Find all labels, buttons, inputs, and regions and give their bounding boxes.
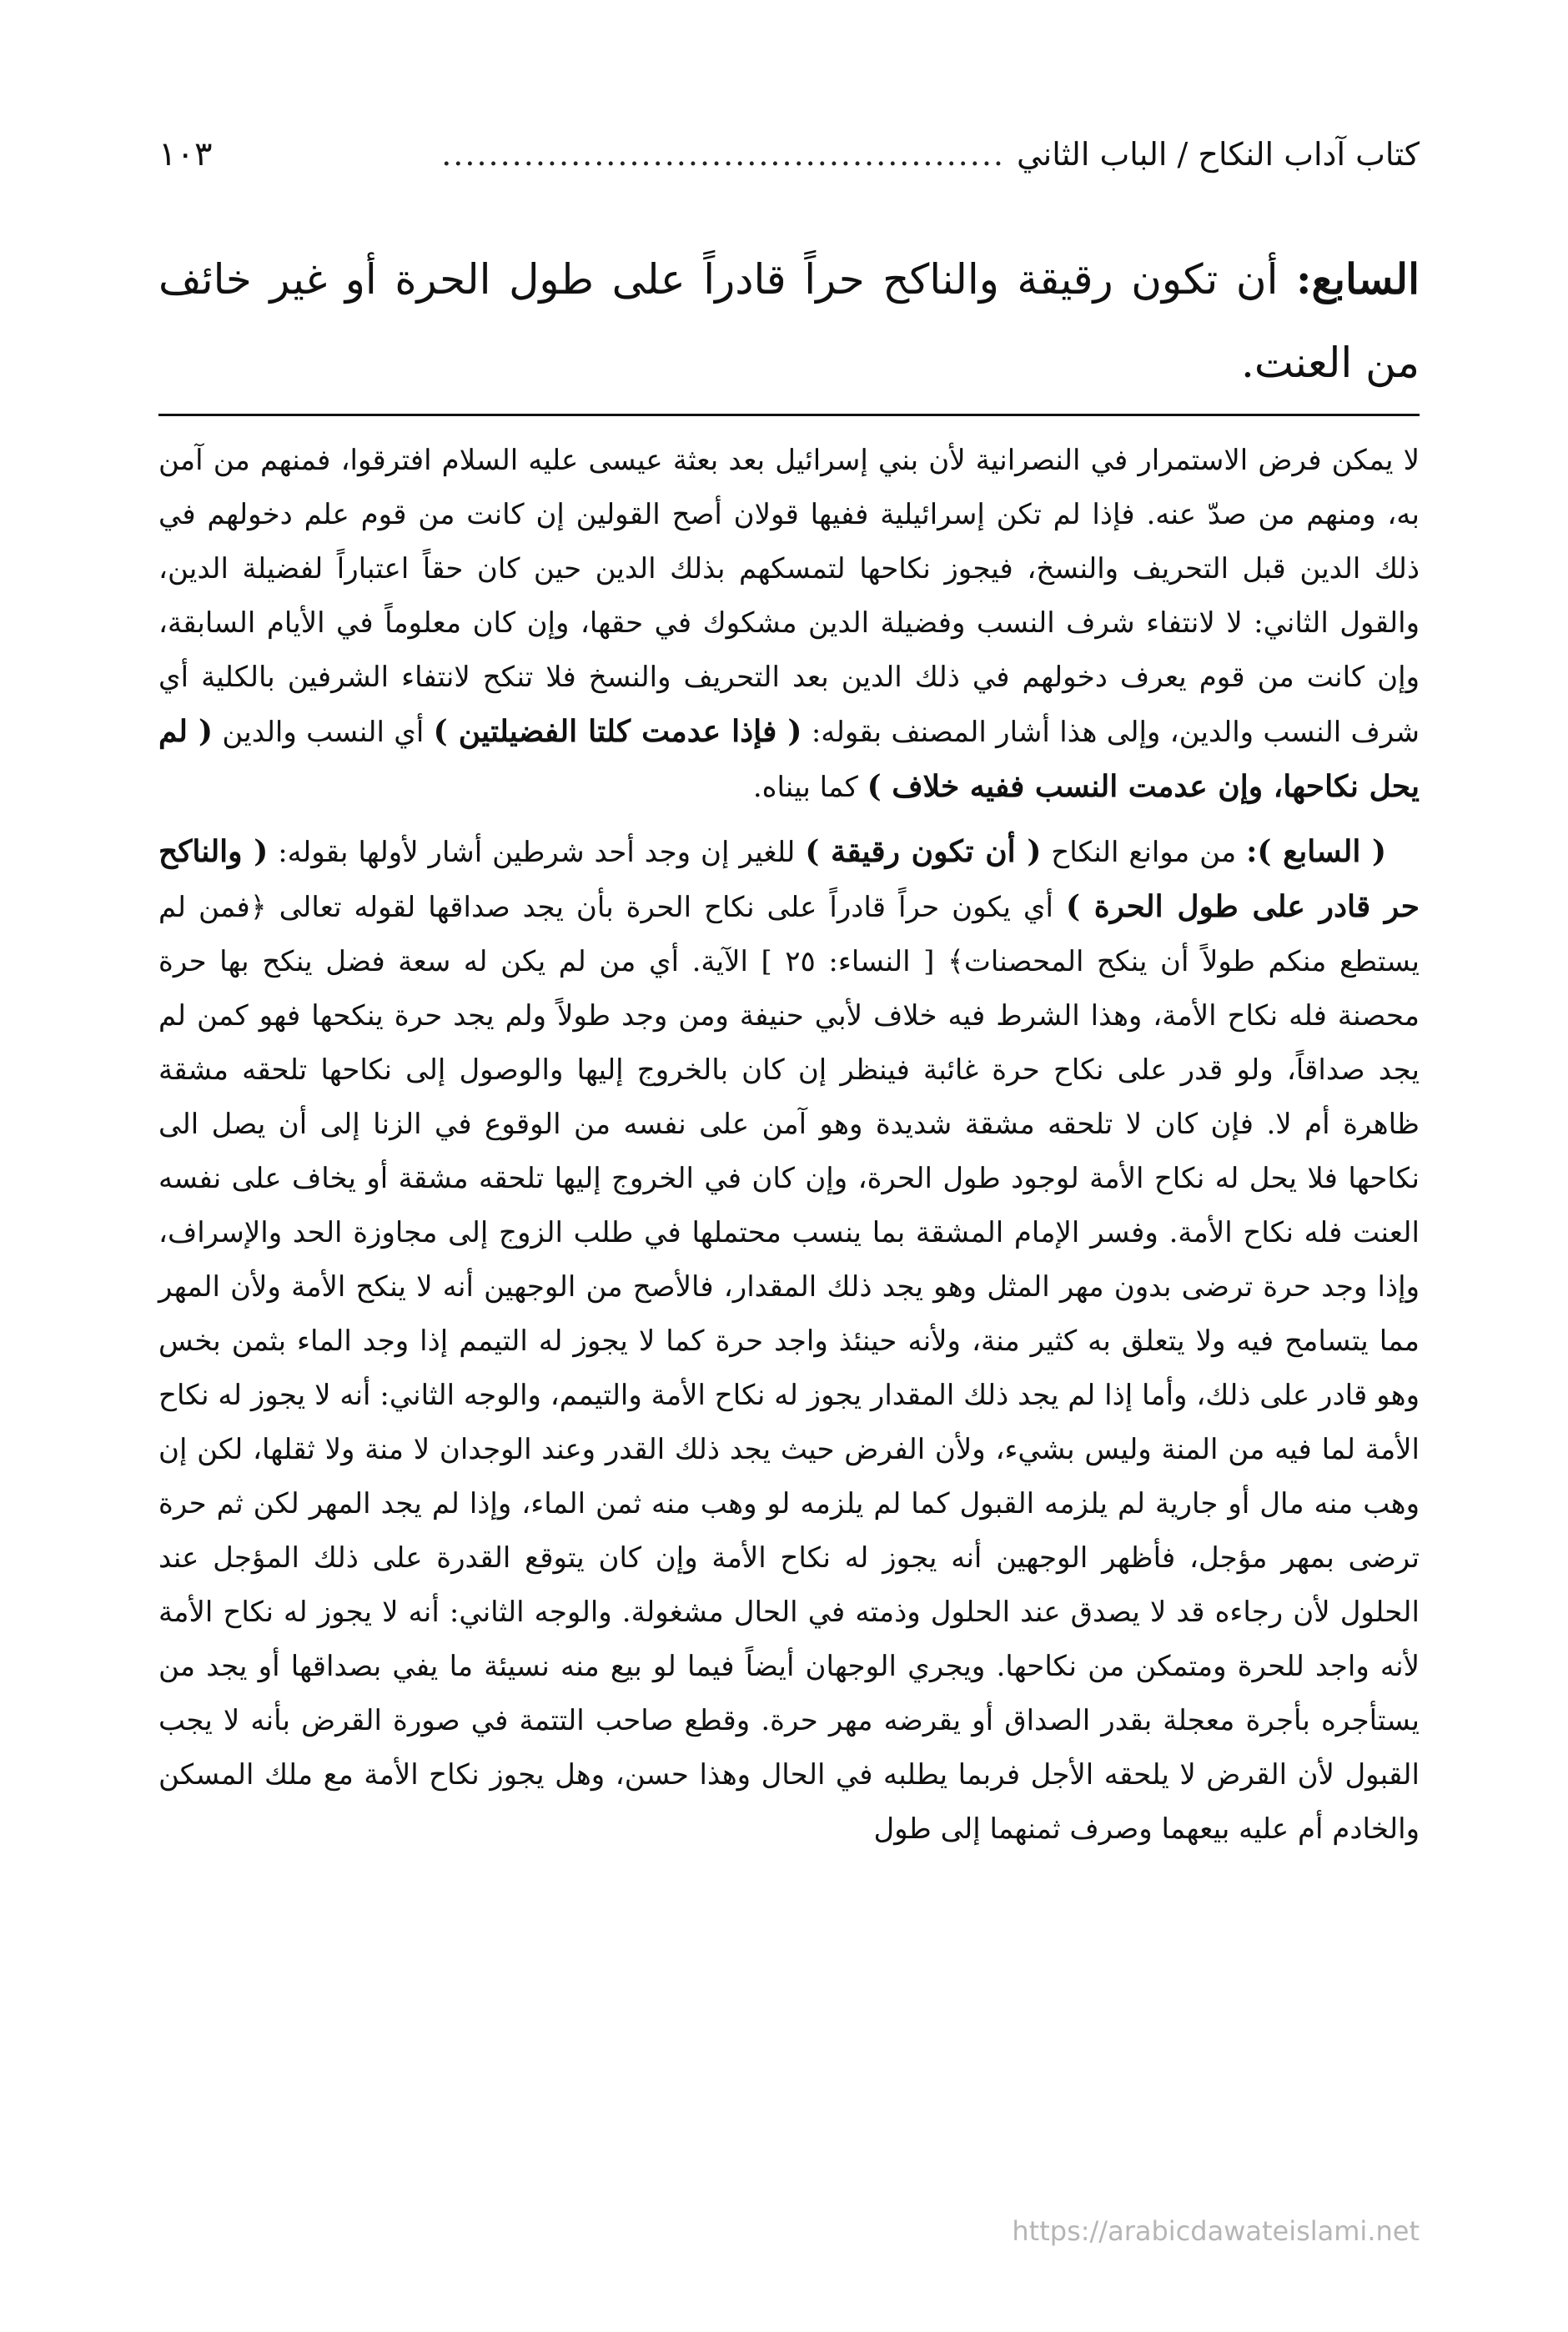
- quoted-matn: ( السابع ):: [1246, 834, 1387, 869]
- commentary-text: لا يمكن فرض الاستمرار في النصرانية لأن بني إسرائيل بعد بعثة عيسى عليه السلام افترقوا، فمنهم من آمن به، ومنهم من صدّ عنه. فإذا لم تكن إسرائيلية ففيها قولان أصح القولين إن كانت من قوم علم دخولهم في ذلك الدين قبل التحريف والنسخ، فيجوز نكاحها لتمسكهم بذلك الدين حين كان حقاً اعتباراً لفضيلة الدين، والقول الثاني: لا لانتفاء شرف النسب وفضيلة الدين مشكوك في حقها، وإن كان معلوماً في الأيام السابقة، وإن كانت من قوم يعرف دخولهم في ذلك الدين بعد التحريف والنسخ فلا تنكح لانتفاء الشرفين بالكلية أي شرف النسب والدين، وإلى هذا أشار المصنف بقوله:: [158, 444, 1420, 749]
- commentary-text: كما بيناه.: [752, 771, 858, 804]
- header-title: كتاب آداب النكاح / الباب الثاني: [1017, 136, 1420, 173]
- section-divider: [158, 414, 1420, 416]
- commentary: [158, 434, 1420, 1857]
- quoted-matn: ( فإذا عدمت كلتا الفضيلتين ): [433, 714, 802, 749]
- commentary-text: من موانع النكاح: [1051, 836, 1237, 869]
- quoted-matn: ( لم يحل نكاحها، وإن عدمت النسب ففيه خلاف ): [158, 714, 1420, 804]
- running-header: [158, 125, 1420, 183]
- commentary-text: للغير إن وجد أحد شرطين أشار لأولها بقوله:: [278, 836, 796, 869]
- main-text: [158, 238, 1420, 405]
- matn-label: السابع:: [1296, 254, 1420, 304]
- commentary-text: أي يكون حراً قادراً على نكاح الحرة بأن يجد صداقها لقوله تعالى ﴿فمن لم يستطع منكم طولاً أن ينكح المحصنات﴾ [ النساء: ٢٥ ] الآية. أي من لم يكن له سعة فضل ينكح بها حرة محصنة فله نكاح الأمة، وهذا الشرط فيه خلاف لأبي حنيفة ومن وجد طولاً ولم يجد حرة ينكحها فهو كمن لم يجد صداقاً، ولو قدر على نكاح حرة غائبة فينظر إن كان بالخروج إليها والوصول إلى نكاحها تلحقه مشقة ظاهرة أم لا. فإن كان لا تلحقه مشقة شديدة وهو آمن على نفسه من الوقوع في الزنا إلى أن يصل الى نكاحها فلا يحل له نكاح الأمة لوجود طول الحرة، وإن كان في الخروج إليها تلحقه مشقة أو يخاف على نفسه العنت فله نكاح الأمة. وفسر الإمام المشقة بما ينسب محتملها في طلب الزوج إلى مجاوزة الحد والإسراف، وإذا وجد حرة ترضى بدون مهر المثل وهو يجد ذلك المقدار، فالأصح من الوجهين أنه لا ينكح الأمة ولأن المهر مما يتسامح فيه ولا يتعلق به كثير منة، ولأنه حينئذ واجد حرة كما لا يجوز له التيمم إذا وجد الماء بثمن بخس وهو قادر على ذلك، وأما إذا لم يجد ذلك المقدار يجوز له نكاح الأمة والتيمم، والوجه الثاني: أنه لا يجوز له نكاح الأمة لما فيه من المنة وليس بشيء، ولأن الفرض حيث يجد ذلك القدر وعند الوجدان لا منة ولا ثقلها، لكن إن وهب منه مال أو جارية لم يلزمه القبول كما لم يلزمه لو وهب منه ثمن الماء، وإذا لم يجد المهر لكن ثم حرة ترضى بمهر مؤجل، فأظهر الوجهين أنه يجوز له نكاح الأمة وإن كان يتوقع القدرة على ذلك المؤجل عند الحلول لأن رجاءه قد لا يصدق عند الحلول وذمته في الحال مشغولة. والوجه الثاني: أنه لا يجوز له نكاح الأمة لأنه واجد للحرة ومتمكن من نكاحها. ويجري الوجهان أيضاً فيما لو بيع منه نسيئة ما يفي بصداقها أو يجد من يستأجره بأجرة معجلة بقدر الصداق أو يقرضه مهر حرة. وقطع صاحب التتمة في صورة القرض بأنه لا يجب القبول لأن القرض لا يلحقه الأجل فربما يطلبه في الحال وهذا حسن، وهل يجوز نكاح الأمة مع ملك المسكن والخادم أم عليه بيعهما وصرف ثمنهما إلى طول: [158, 891, 1420, 1846]
- commentary-paragraph-1: [158, 434, 1420, 815]
- quoted-matn: ( أن تكون رقيقة ): [805, 834, 1042, 869]
- commentary-paragraph-2: [158, 825, 1420, 1857]
- commentary-text: أي النسب والدين: [222, 716, 425, 749]
- quoted-matn: ( والناكح حر قادر على طول الحرة ): [158, 834, 1420, 924]
- page-number: ١٠٣: [158, 135, 213, 173]
- watermark-url: https://arabicdawateislami.net: [1012, 2215, 1420, 2247]
- header-leader-dots: ................................................: [441, 136, 1005, 173]
- matn-text: أن تكون رقيقة والناكح حراً قادراً على طول الحرة أو غير خائف من العنت.: [158, 255, 1420, 387]
